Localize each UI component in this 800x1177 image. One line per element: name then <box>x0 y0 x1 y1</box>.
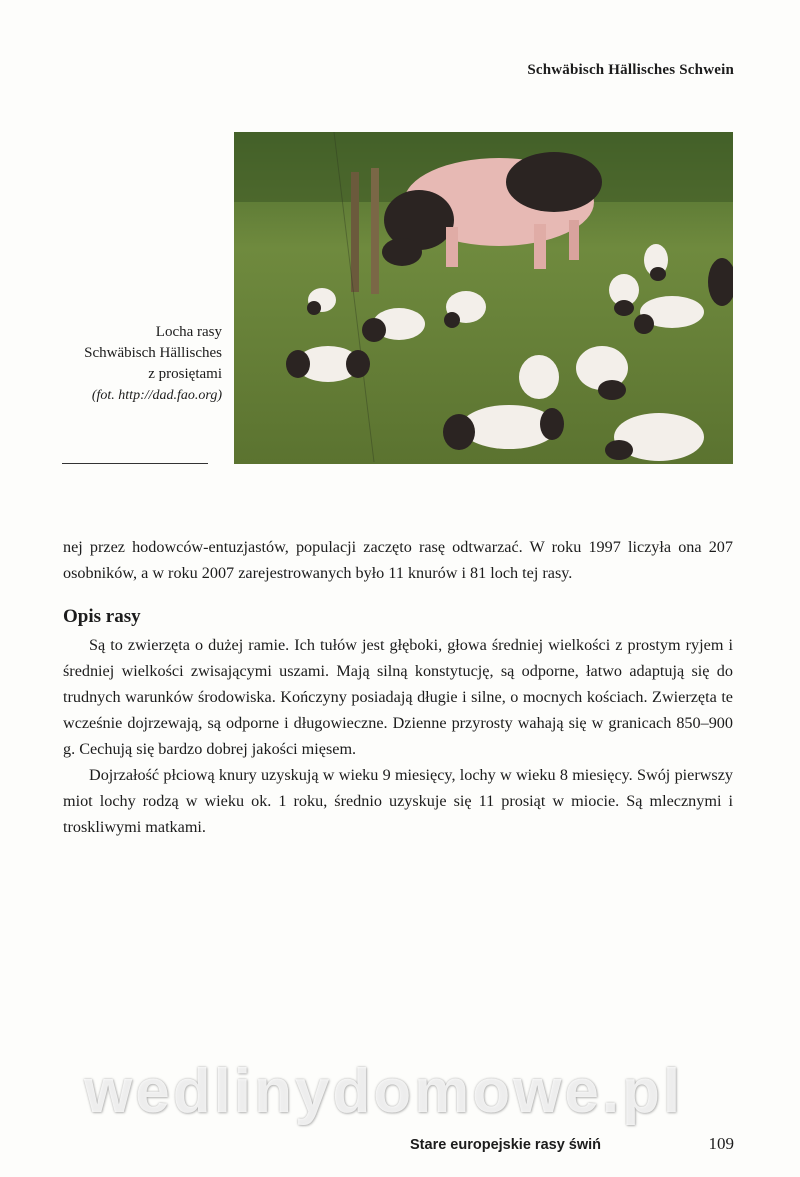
caption-line: z prosiętami <box>148 366 222 382</box>
photo-source: (fot. http://dad.fao.org) <box>91 388 222 403</box>
section-body <box>63 632 733 840</box>
running-head: Schwäbisch Hällisches Schwein <box>527 62 734 78</box>
caption-line: Schwäbisch Hällisches <box>84 345 222 361</box>
watermark: wedlinydomowe.pl <box>84 1057 684 1126</box>
intro-paragraph <box>63 534 733 586</box>
figure-caption <box>60 322 222 406</box>
paragraph: Dojrzałość płciową knury uzyskują w wieku 9 miesięcy, lochy w wieku 8 miesięcy. Swój pierwszy miot lochy rodzą w wieku ok. 1 roku, średnio uzyskuje się 11 prosiąt w miocie. Są mlecznymi i troskliwymi matkami. <box>63 766 733 836</box>
caption-divider <box>62 463 208 464</box>
photo-illustration <box>234 132 733 464</box>
section-heading: Opis rasy <box>63 606 141 627</box>
paragraph: Są to zwierzęta o dużej ramie. Ich tułów jest głęboki, głowa średniej wielkości z prostym ryjem i średniej wielkości zwisającymi uszami. Mają silną konstytucję, są odporne, łatwo adaptują się do trudnych warunków środowiska. Kończyny posiadają długie i silne, o mocnych kościach. Zwierzęta te wcześnie dojrzewają, są odporne i długowieczne. Dzienne przyrosty wahają się w granicach 850–900 g. Cechują się bardzo dobrej jakości mięsem. <box>63 636 733 758</box>
pig-with-piglets-photo <box>234 132 733 464</box>
paragraph: nej przez hodowców-entuzjastów, populacji zaczęto rasę odtwarzać. W roku 1997 liczyła ona 207 osobników, a w roku 2007 zarejestrowanych było 11 knurów i 81 loch tej rasy. <box>63 538 733 582</box>
caption-line: Locha rasy <box>155 324 222 340</box>
page-number: 109 <box>708 1134 734 1153</box>
footer-book-title: Stare europejskie rasy świń <box>410 1137 602 1153</box>
